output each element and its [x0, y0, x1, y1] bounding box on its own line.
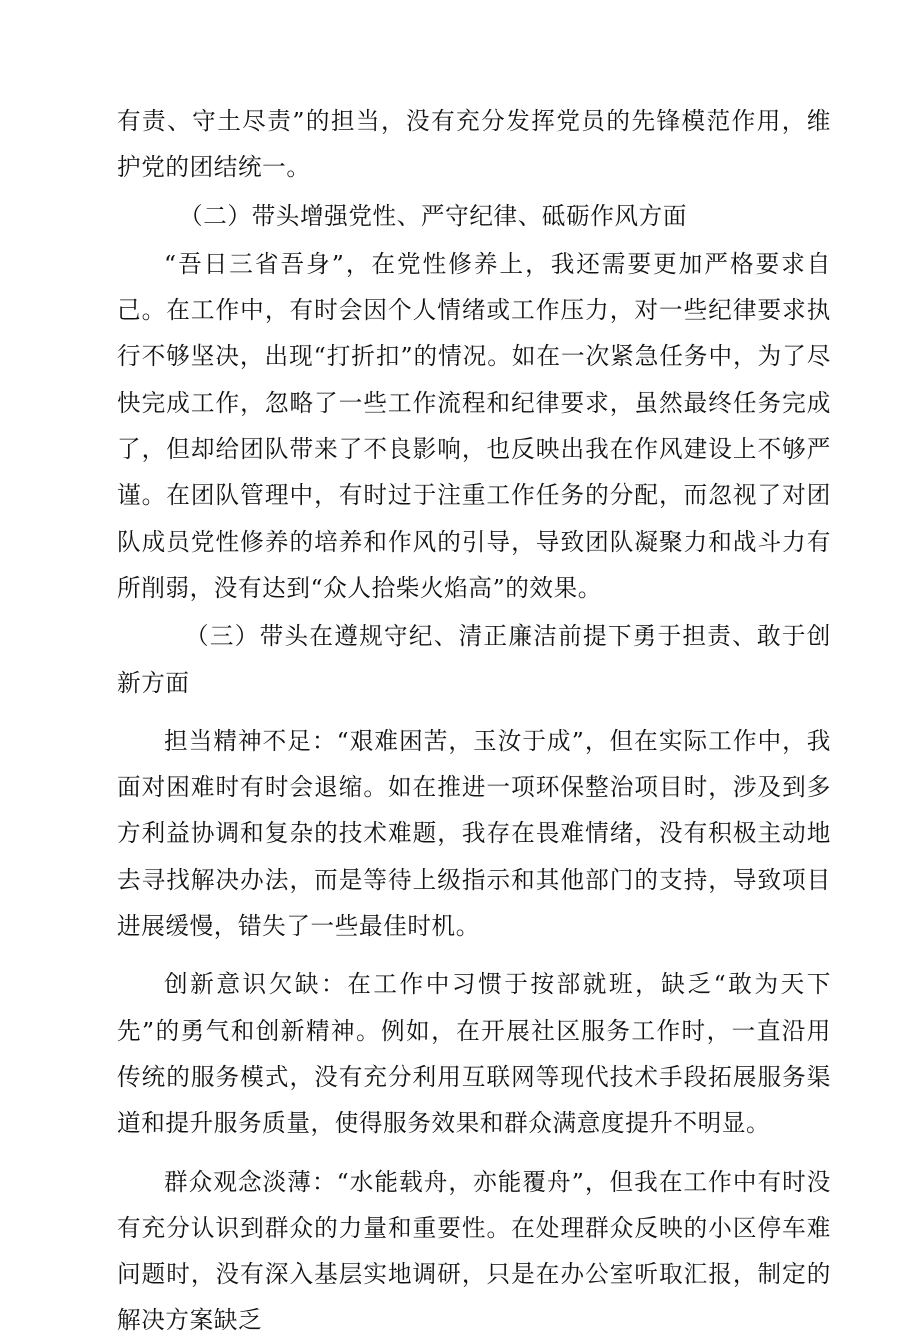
paragraph-innovation: 创新意识欠缺：在工作中习惯于按部就班，缺乏“敢为天下先”的勇气和创新精神。例如，在开展社区服务工作时，一直沿用传统的服务模式，没有充分利用互联网等现代技术手段拓展服务渠道和提升服务质量，使得服务效果和群众满意度提升不明显。: [117, 970, 831, 1138]
paragraph-party-spirit: “吾日三省吾身”，在党性修养上，我还需要更加严格要求自己。在工作中，有时会因个人情绪或工作压力，对一些纪律要求执行不够坚决，出现“打折扣”的情况。如在一次紧急任务中，为了尽快完成工作，忽略了一些工作流程和纪律要求，虽然最终任务完成了，但却给团队带来了不良影响，也反映出我在作风建设上不够严谨。在团队管理中，有时过于注重工作任务的分配，而忽视了对团队成员党性修养的培养和作风的引导，导致团队凝聚力和战斗力有所削弱，没有达到“众人拾柴火焰高”的效果。: [117, 249, 831, 602]
section-heading-three: （三）带头在遵规守纪、清正廉洁前提下勇于担责、敢于创新方面: [117, 622, 831, 697]
paragraph-responsibility: 担当精神不足：“艰难困苦，玉汝于成”，但在实际工作中，我面对困难时有时会退缩。如在推进一项环保整治项目时，涉及到多方利益协调和复杂的技术难题，我存在畏难情绪，没有积极主动地去寻找解决办法，而是等待上级指示和其他部门的支持，导致项目进展缓慢，错失了一些最佳时机。: [117, 726, 831, 941]
paragraph-continuation: 有责、守土尽责”的担当，没有充分发挥党员的先锋模范作用，维护党的团结统一。: [117, 107, 831, 182]
section-heading-two: （二）带头增强党性、严守纪律、砥砺作风方面: [179, 201, 688, 230]
document-body: [117, 98, 831, 1344]
paragraph-mass-line: 群众观念淡薄：“水能载舟，亦能覆舟”，但我在工作中有时没有充分认识到群众的力量和重要性。在处理群众反映的小区停车难问题时，没有深入基层实地调研，只是在办公室听取汇报，制定的解决方案缺乏: [117, 1167, 831, 1335]
